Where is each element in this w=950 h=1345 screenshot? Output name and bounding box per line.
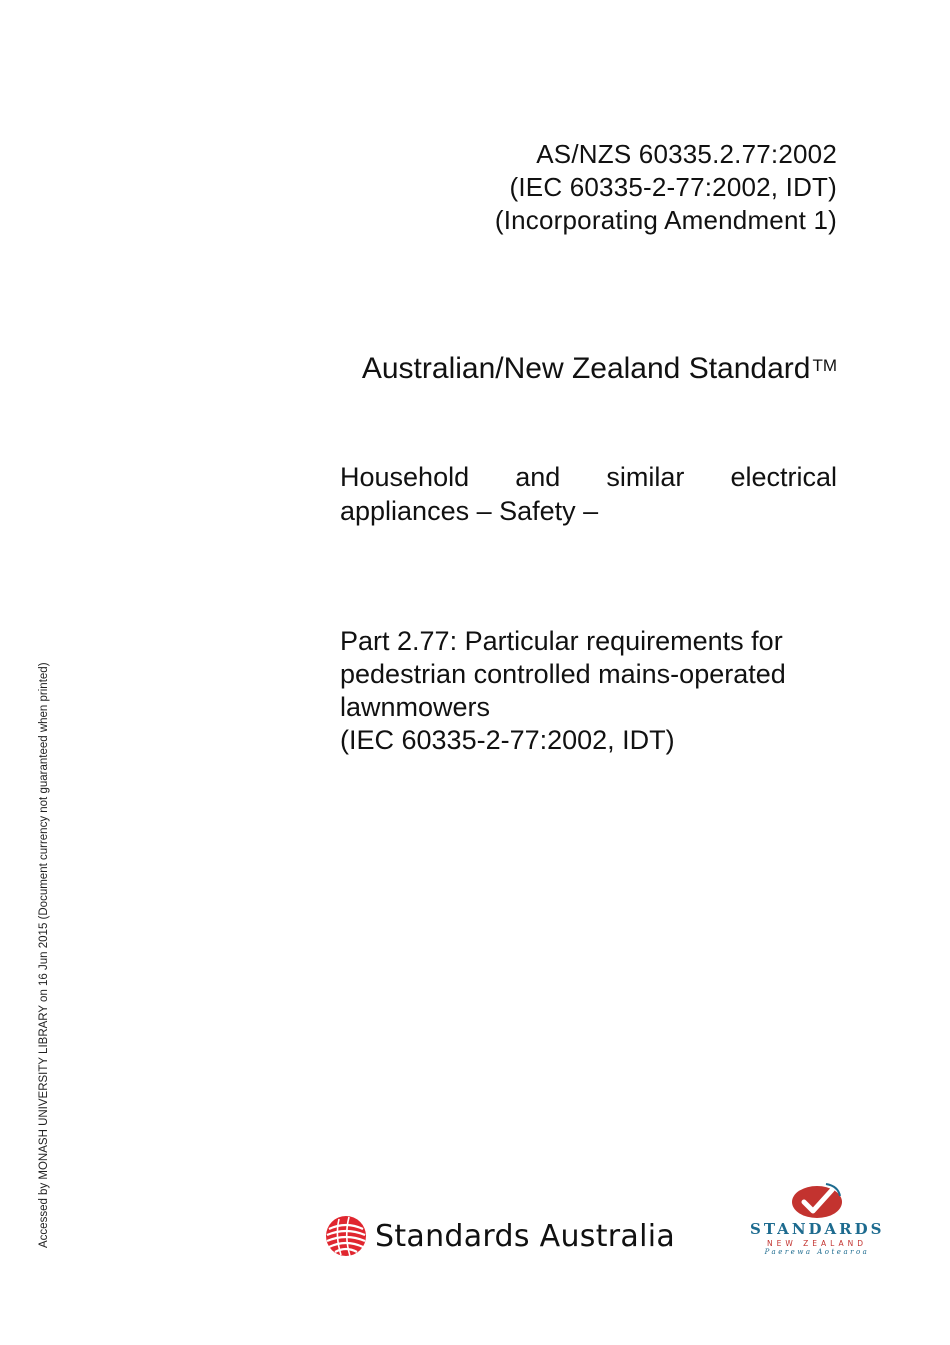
amendment-note: (Incorporating Amendment 1) bbox=[494, 205, 837, 235]
standards-nz-wordmark: STANDARDS bbox=[750, 1220, 885, 1238]
standards-australia-wordmark: Standards Australia bbox=[375, 1218, 676, 1254]
standards-nz-tick-icon bbox=[790, 1182, 844, 1220]
part-title bbox=[340, 625, 850, 757]
trademark-symbol: TM bbox=[812, 356, 837, 375]
part-line-1: Part 2.77: Particular requirements for bbox=[340, 626, 783, 656]
standard-type-label: Australian/New Zealand Standard bbox=[361, 352, 811, 385]
document-identifier-block bbox=[495, 138, 837, 237]
access-watermark-note: Accessed by MONASH UNIVERSITY LIBRARY on 16 Jun 2015 (Document currency not guaranteed when printed) bbox=[38, 662, 50, 1248]
standards-nz-maori-name: Paerewa Aotearoa bbox=[764, 1248, 870, 1256]
standards-australia-logo bbox=[325, 1212, 675, 1260]
document-title bbox=[340, 460, 837, 528]
standards-australia-globe-icon bbox=[325, 1215, 367, 1257]
standard-type-heading bbox=[362, 346, 837, 389]
iec-equivalent: (IEC 60335-2-77:2002, IDT) bbox=[509, 172, 837, 202]
standards-new-zealand-logo bbox=[750, 1182, 884, 1256]
part-line-4: (IEC 60335-2-77:2002, IDT) bbox=[340, 725, 675, 755]
standard-designation: AS/NZS 60335.2.77:2002 bbox=[536, 139, 837, 169]
part-line-2: pedestrian controlled mains-operated bbox=[340, 659, 786, 689]
standards-nz-subtitle: NEW ZEALAND bbox=[766, 1239, 868, 1248]
title-line-2: appliances – Safety – bbox=[340, 496, 599, 526]
title-line-1: Household and similar electrical bbox=[340, 462, 837, 492]
part-line-3: lawnmowers bbox=[340, 692, 491, 722]
